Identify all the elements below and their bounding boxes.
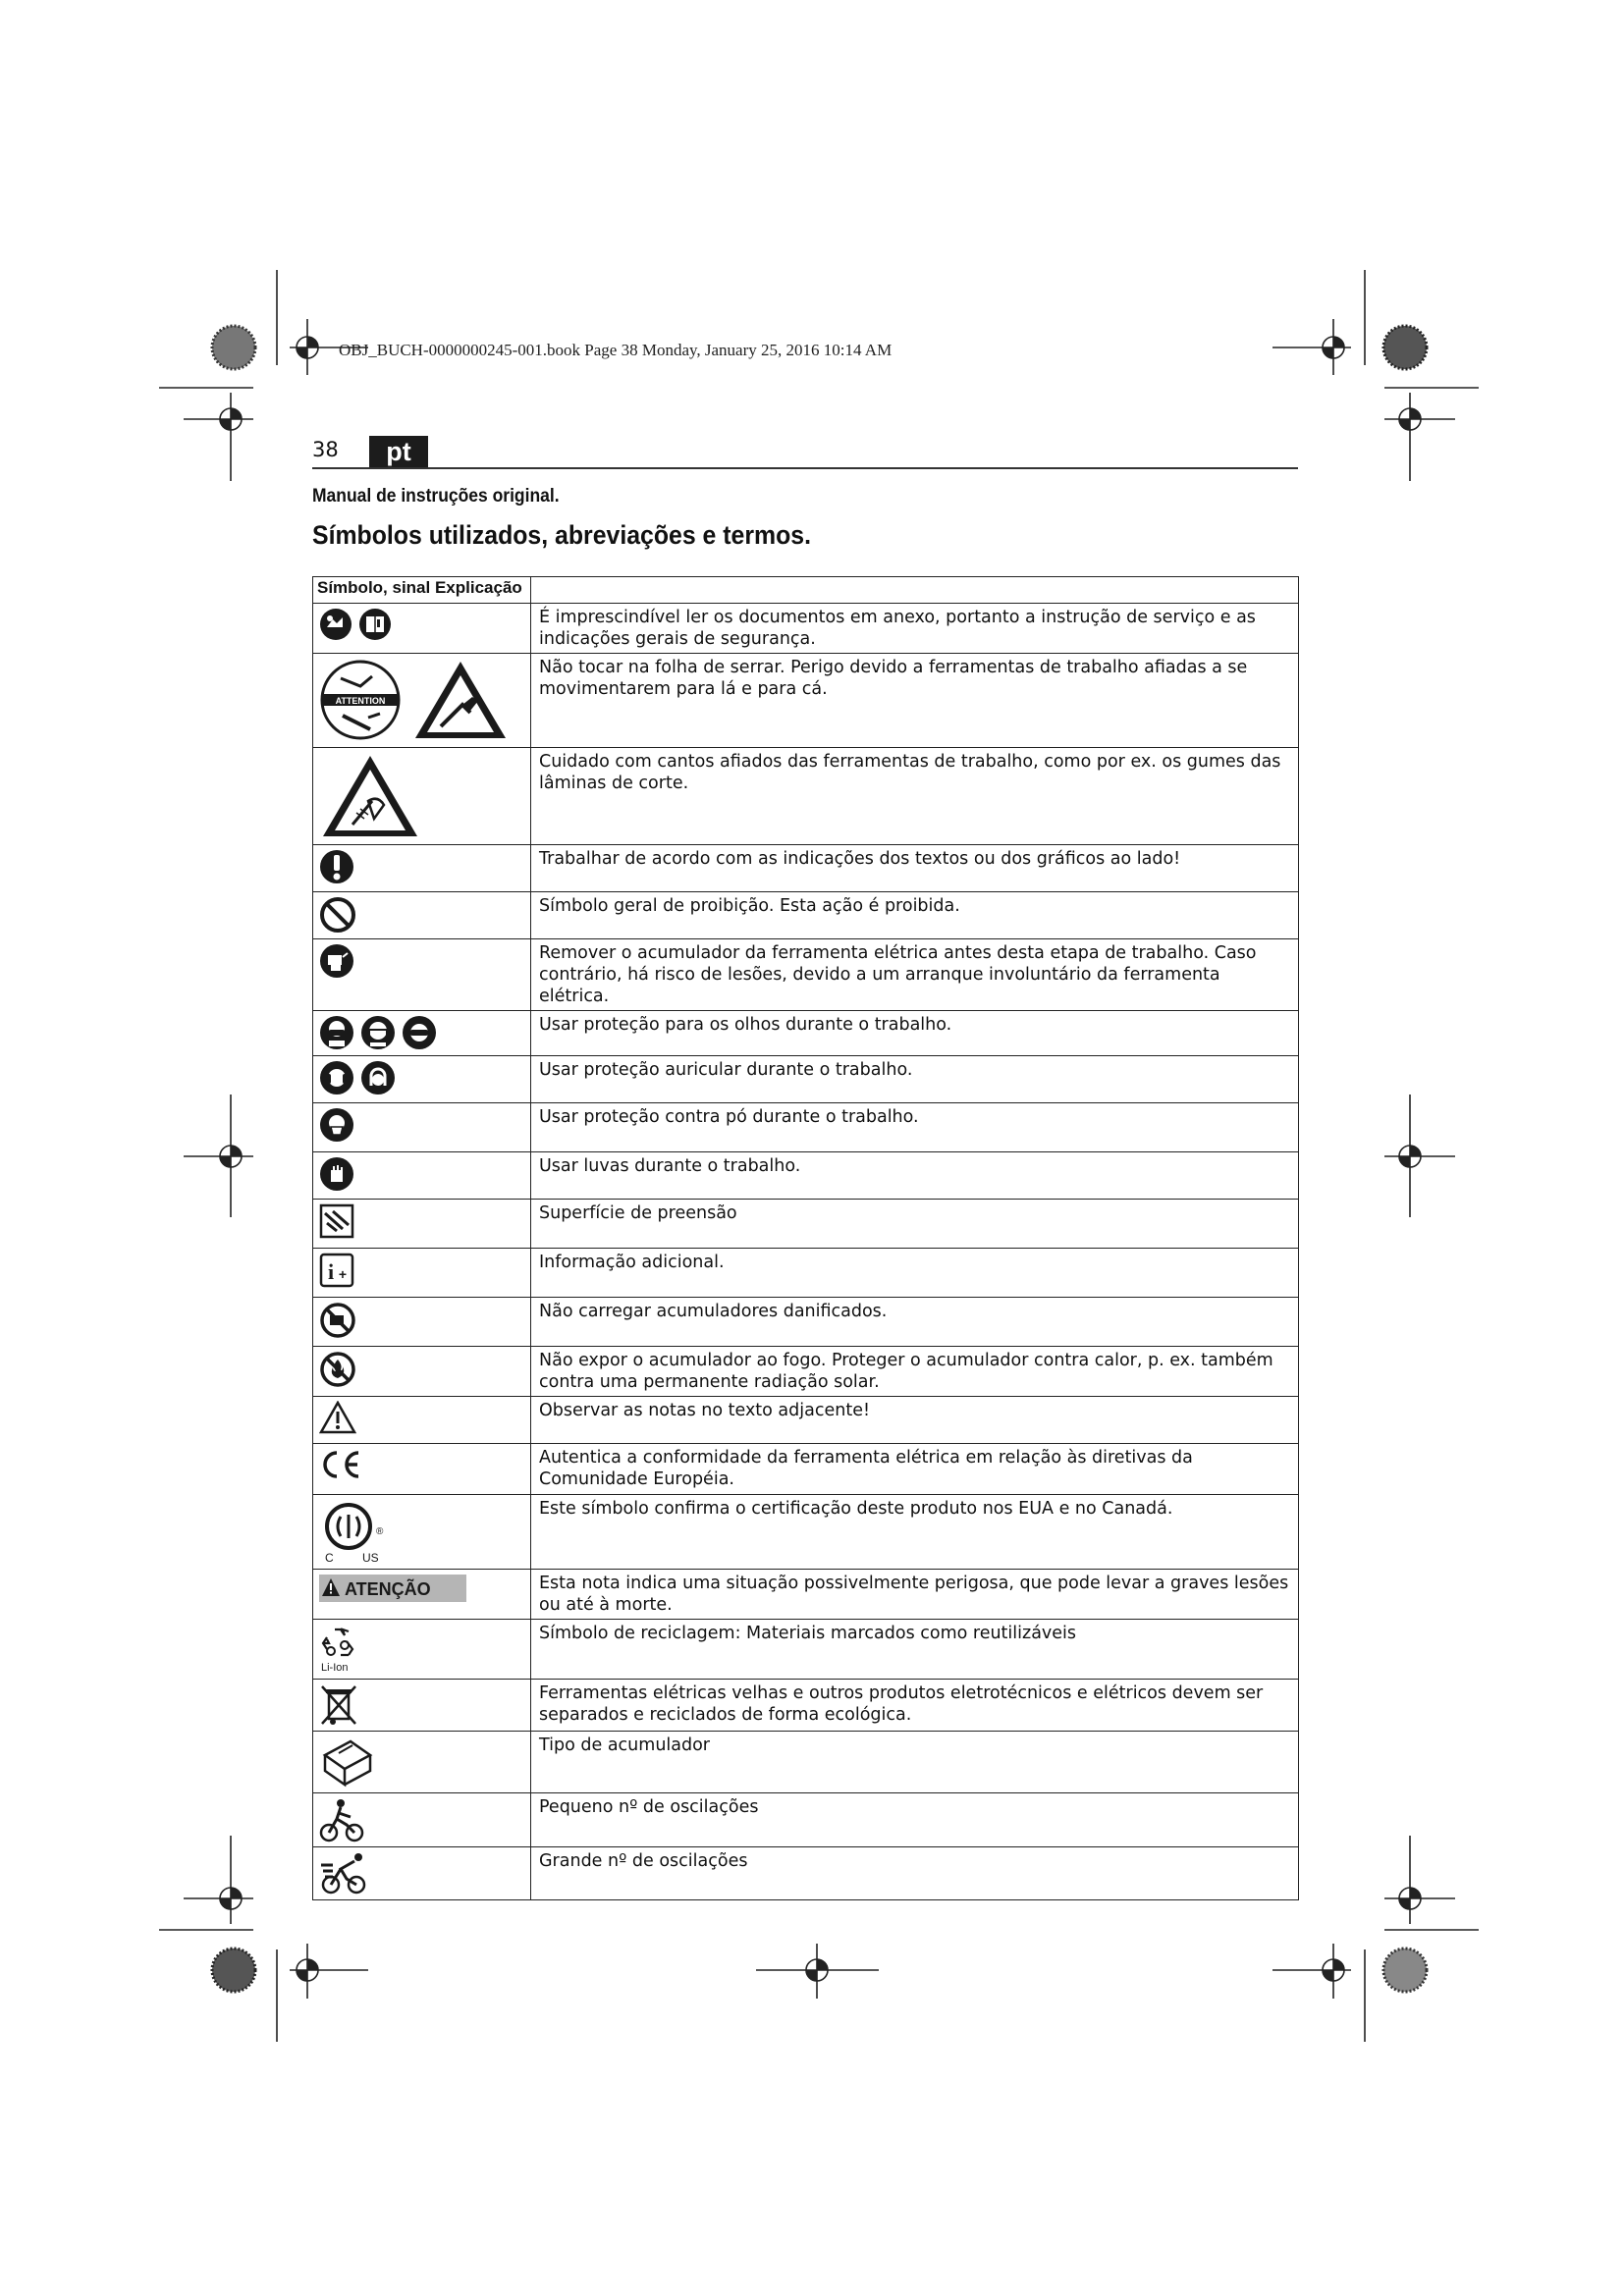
table-cell-text: Símbolo geral de proibição. Esta ação é proibida.	[531, 892, 1299, 939]
table-row	[313, 1495, 1299, 1570]
mandatory-exclamation-icon	[319, 849, 354, 884]
table-header-row	[313, 577, 1299, 604]
svg-text:ATTENTION: ATTENTION	[335, 696, 386, 706]
table-cell-text: Autentica a conformidade da ferramenta elétrica em relação às diretivas da Comunidade Européia.	[531, 1444, 1299, 1495]
table-row	[313, 1298, 1299, 1347]
table-cell-text: Pequeno nº de oscilações	[531, 1793, 1299, 1847]
ear-muffs-icon	[360, 1060, 396, 1095]
warning-sharp-blade-icon	[411, 658, 510, 742]
table-cell-text: É imprescindível ler os documentos em anexo, portanto a instrução de serviço e as indicações gerais de segurança.	[531, 604, 1299, 654]
table-row	[313, 748, 1299, 845]
table-cell-text: Usar proteção para os olhos durante o trabalho.	[531, 1011, 1299, 1056]
goggles-icon	[402, 1015, 437, 1050]
document-subtitle: Manual de instruções original.	[312, 486, 560, 507]
warning-triangle-icon	[319, 1401, 356, 1434]
table-header-blank	[531, 577, 1299, 604]
table-cell-text: Grande nº de oscilações	[531, 1847, 1299, 1900]
page-number: 38	[312, 438, 339, 461]
header-divider	[312, 467, 1298, 469]
grip-surface-icon	[319, 1203, 354, 1239]
table-row	[313, 1103, 1299, 1152]
table-row	[313, 1732, 1299, 1793]
table-cell-text: Tipo de acumulador	[531, 1732, 1299, 1793]
table-cell-text: Informação adicional.	[531, 1249, 1299, 1298]
table-cell-text: Este símbolo confirma o certificação deste produto nos EUA e no Canadá.	[531, 1495, 1299, 1570]
battery-type-icon	[319, 1735, 374, 1789]
table-cell-text: Usar proteção contra pó durante o trabalho.	[531, 1103, 1299, 1152]
table-row	[313, 1011, 1299, 1056]
no-fire-battery-icon	[319, 1351, 356, 1388]
table-row	[313, 1152, 1299, 1200]
table-row	[313, 1793, 1299, 1847]
table-row	[313, 604, 1299, 654]
table-cell-text: Não expor o acumulador ao fogo. Proteger o acumulador contra calor, p. ex. também contra uma permanente radiação solar.	[531, 1347, 1299, 1397]
svg-text:Li-Ion: Li-Ion	[321, 1662, 349, 1674]
fast-cyclist-icon	[319, 1851, 370, 1895]
svg-text:®: ®	[376, 1526, 384, 1537]
table-row	[313, 1444, 1299, 1495]
ear-protection-icon	[319, 1060, 354, 1095]
table-cell-text: Usar luvas durante o trabalho.	[531, 1152, 1299, 1200]
table-cell-text: Usar proteção auricular durante o trabalho.	[531, 1056, 1299, 1103]
attention-saw-blade-icon	[319, 659, 402, 741]
svg-text:C: C	[325, 1551, 334, 1564]
read-manual-icon	[319, 608, 352, 641]
slow-cyclist-icon	[319, 1797, 366, 1842]
table-row	[313, 1347, 1299, 1397]
svg-text:+: +	[338, 1266, 348, 1282]
table-row	[313, 1847, 1299, 1900]
symbols-table	[312, 576, 1299, 1900]
recycling-li-ion-icon	[319, 1624, 358, 1675]
table-cell-text: Não tocar na folha de serrar. Perigo devido a ferramentas de trabalho afiadas a se movimentarem para lá e para cá.	[531, 654, 1299, 748]
table-row	[313, 1620, 1299, 1680]
remove-battery-icon	[319, 943, 354, 979]
table-cell-text: Trabalhar de acordo com as indicações dos textos ou dos gráficos ao lado!	[531, 845, 1299, 892]
no-charge-damaged-battery-icon	[319, 1302, 356, 1339]
dust-mask-icon	[319, 1107, 354, 1143]
table-cell-text: Observar as notas no texto adjacente!	[531, 1397, 1299, 1444]
table-cell-text: Ferramentas elétricas velhas e outros produtos eletrotécnicos e elétricos devem ser separados e reciclados de forma ecológica.	[531, 1680, 1299, 1732]
gloves-icon	[319, 1156, 354, 1192]
language-tab: pt	[369, 436, 428, 467]
csa-certification-icon	[319, 1499, 394, 1564]
table-cell-text: Cuidado com cantos afiados das ferramentas de trabalho, como por ex. os gumes das lâminas de corte.	[531, 748, 1299, 845]
warning-cut-hazard-icon	[319, 752, 421, 840]
ce-mark-icon	[319, 1448, 362, 1481]
info-plus-icon	[319, 1253, 354, 1288]
table-cell-text: Símbolo de reciclagem: Materiais marcados como reutilizáveis	[531, 1620, 1299, 1680]
table-row	[313, 1397, 1299, 1444]
atencao-label-icon	[319, 1574, 466, 1603]
manual-book-icon	[358, 608, 392, 641]
table-row	[313, 654, 1299, 748]
eye-protection-icon	[319, 1015, 354, 1050]
crossed-bin-icon	[319, 1683, 358, 1727]
table-cell-text: Superfície de preensão	[531, 1200, 1299, 1249]
table-row	[313, 845, 1299, 892]
prohibition-icon	[319, 896, 356, 934]
svg-text:ATENÇÃO: ATENÇÃO	[345, 1579, 431, 1599]
svg-text:US: US	[362, 1551, 379, 1564]
table-row	[313, 1680, 1299, 1732]
table-cell-text: Não carregar acumuladores danificados.	[531, 1298, 1299, 1347]
table-row	[313, 1200, 1299, 1249]
table-header: Símbolo, sinal Explicação	[313, 577, 531, 604]
svg-text:i: i	[327, 1259, 335, 1284]
print-header: OBJ_BUCH-0000000245-001.book Page 38 Monday, January 25, 2016 10:14 AM	[339, 341, 893, 359]
face-shield-icon	[360, 1015, 396, 1050]
table-cell-text: Esta nota indica uma situação possivelmente perigosa, que pode levar a graves lesões ou até à morte.	[531, 1570, 1299, 1620]
table-row	[313, 939, 1299, 1011]
table-cell-text: Remover o acumulador da ferramenta elétrica antes desta etapa de trabalho. Caso contrário, há risco de lesões, devido a um arranque involuntário da ferramenta elétrica.	[531, 939, 1299, 1011]
table-row	[313, 1249, 1299, 1298]
page-title: Símbolos utilizados, abreviações e termos.	[312, 520, 812, 550]
table-row	[313, 1570, 1299, 1620]
table-row	[313, 892, 1299, 939]
table-row	[313, 1056, 1299, 1103]
